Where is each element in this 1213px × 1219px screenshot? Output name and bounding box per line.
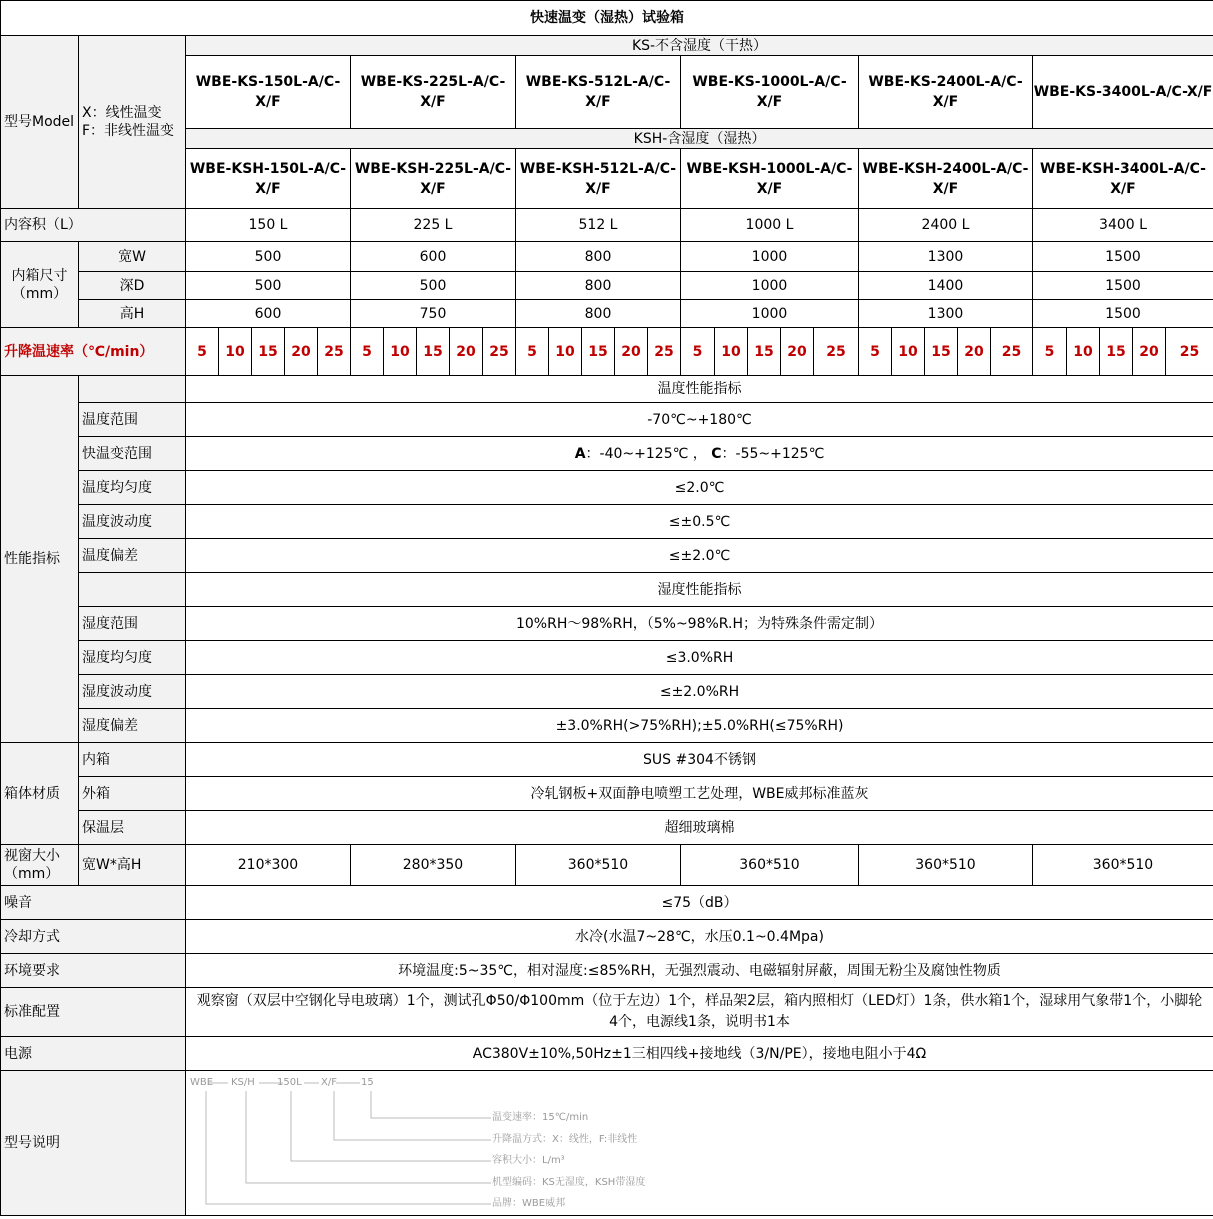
hum-header: 湿度性能指标: [186, 573, 1213, 607]
ks-model: WBE-KS-3400L-A/C-X/F: [1033, 56, 1213, 129]
volume-value: 225 L: [351, 209, 516, 242]
cooling-label: 冷却方式: [1, 920, 186, 954]
rate-value: 10: [384, 328, 417, 376]
note-volume: 容积大小：L/m³: [492, 1155, 565, 1166]
hum-row-label: 湿度均匀度: [79, 641, 186, 675]
code-volume: 150L: [277, 1077, 302, 1088]
standard-label: 标准配置: [1, 988, 186, 1037]
volume-value: 3400 L: [1033, 209, 1213, 242]
rate-value: 5: [351, 328, 384, 376]
code-rate: 15: [361, 1077, 374, 1088]
window-label: 视窗大小（mm）: [1, 845, 79, 886]
height-label: 高H: [79, 300, 186, 328]
rate-value: 25: [1166, 328, 1213, 376]
hum-row-value: 10%RH～98%RH，（5%~98%R.H；为特殊条件需定制）: [186, 607, 1213, 641]
inner-size-label: 内箱尺寸（mm）: [1, 242, 79, 328]
width-value: 1000: [681, 242, 859, 272]
rate-value: 20: [285, 328, 318, 376]
temp-row-value: ≤±2.0℃: [186, 539, 1213, 573]
depth-value: 800: [516, 272, 681, 300]
rate-value: 25: [483, 328, 516, 376]
ks-model: WBE-KS-1000L-A/C-X/F: [681, 56, 859, 129]
rate-value: 20: [958, 328, 991, 376]
temp-row-label: 温度范围: [79, 403, 186, 437]
environment-value: 环境温度:5~35℃，相对湿度:≤85%RH，无强烈震动、电磁辐射屏蔽，周围无粉尘及腐蚀性物质: [186, 954, 1213, 988]
noise-label: 噪音: [1, 886, 186, 920]
power-label: 电源: [1, 1037, 186, 1071]
range-a: ：-40~+125℃ ，: [585, 445, 707, 462]
ksh-model: WBE-KSH-1000L-A/C-X/F: [681, 149, 859, 209]
volume-value: 2400 L: [859, 209, 1033, 242]
rate-value: 5: [1033, 328, 1067, 376]
code-type: KS/H: [231, 1077, 255, 1088]
rate-value: 5: [681, 328, 715, 376]
range-c-key: C: [711, 445, 722, 462]
rate-value: 15: [252, 328, 285, 376]
leader-line: [371, 1091, 491, 1118]
material-row-value: 冷轧钢板+双面静电喷塑工艺处理，WBE威邦标准蓝灰: [186, 777, 1213, 811]
ksh-model: WBE-KSH-150L-A/C-X/F: [186, 149, 351, 209]
rate-value: 15: [1100, 328, 1133, 376]
depth-value: 1500: [1033, 272, 1213, 300]
depth-value: 1000: [681, 272, 859, 300]
temp-row-value: -70℃~+180℃: [186, 403, 1213, 437]
temp-row-label: 快温变范围: [79, 437, 186, 471]
leader-line: [334, 1091, 491, 1140]
temp-row-value: ≤±0.5℃: [186, 505, 1213, 539]
hum-row-label: 湿度范围: [79, 607, 186, 641]
height-value: 1500: [1033, 300, 1213, 328]
width-label: 宽W: [79, 242, 186, 272]
ks-header: KS-不含湿度（干热）: [186, 36, 1213, 56]
material-row-value: SUS #304不锈钢: [186, 743, 1213, 777]
performance-label: 性能指标: [1, 376, 79, 743]
rate-value: 10: [892, 328, 925, 376]
code-mode: X/F: [321, 1077, 337, 1088]
window-value: 360*510: [1033, 845, 1213, 886]
code-brand: WBE: [190, 1077, 214, 1088]
rate-value: 5: [516, 328, 549, 376]
height-value: 750: [351, 300, 516, 328]
rate-value: 25: [648, 328, 681, 376]
rate-value: 25: [991, 328, 1033, 376]
page-title: 快速温变（湿热）试验箱: [1, 1, 1213, 36]
note-type: 机型编码：KS无湿度，KSH带湿度: [492, 1177, 646, 1188]
model-legend: [79, 36, 186, 209]
hum-row-value: ≤3.0%RH: [186, 641, 1213, 675]
ksh-header: KSH-含湿度（湿热）: [186, 129, 1213, 149]
material-row-label: 内箱: [79, 743, 186, 777]
rate-value: 15: [582, 328, 615, 376]
window-value: 360*510: [681, 845, 859, 886]
depth-value: 500: [351, 272, 516, 300]
depth-value: 1400: [859, 272, 1033, 300]
volume-value: 1000 L: [681, 209, 859, 242]
rate-label: 升降温速率（℃/min）: [1, 328, 186, 376]
leader-line: [206, 1091, 491, 1204]
legend-f: F：非线性温变: [82, 123, 175, 139]
window-value: 360*510: [516, 845, 681, 886]
ksh-model: WBE-KSH-512L-A/C-X/F: [516, 149, 681, 209]
rate-value: 15: [417, 328, 450, 376]
ksh-model: WBE-KSH-2400L-A/C-X/F: [859, 149, 1033, 209]
environment-label: 环境要求: [1, 954, 186, 988]
volume-label: 内容积（L）: [1, 209, 186, 242]
height-value: 1000: [681, 300, 859, 328]
rate-value: 20: [1133, 328, 1166, 376]
rate-value: 25: [814, 328, 859, 376]
explain-label: 型号说明: [1, 1071, 186, 1216]
hum-row-label: 湿度偏差: [79, 709, 186, 743]
rate-value: 25: [318, 328, 351, 376]
depth-value: 500: [186, 272, 351, 300]
material-row-label: 保温层: [79, 811, 186, 845]
volume-value: 512 L: [516, 209, 681, 242]
explain-cell: [186, 1071, 1213, 1216]
window-value: 210*300: [186, 845, 351, 886]
note-rate: 温变速率：15℃/min: [492, 1112, 589, 1123]
height-value: 600: [186, 300, 351, 328]
note-brand: 品牌：WBE威邦: [492, 1198, 566, 1209]
range-c: ：-55~+125℃: [721, 445, 825, 462]
window-sub-label: 宽W*高H: [79, 845, 186, 886]
temp-row-label: 温度均匀度: [79, 471, 186, 505]
ksh-model: WBE-KSH-3400L-A/C-X/F: [1033, 149, 1213, 209]
range-a-key: A: [574, 445, 586, 462]
ks-model: WBE-KS-2400L-A/C-X/F: [859, 56, 1033, 129]
leader-line: [246, 1091, 491, 1183]
height-value: 800: [516, 300, 681, 328]
cooling-value: 水冷(水温7~28℃，水压0.1~0.4Mpa): [186, 920, 1213, 954]
model-code-diagram: [186, 1071, 1213, 1215]
temp-row-label: 温度波动度: [79, 505, 186, 539]
material-row-label: 外箱: [79, 777, 186, 811]
fast-range-value: [186, 437, 1213, 471]
material-row-value: 超细玻璃棉: [186, 811, 1213, 845]
hum-row-value: ±3.0%RH(>75%RH);±5.0%RH(≤75%RH): [186, 709, 1213, 743]
rate-value: 10: [549, 328, 582, 376]
rate-value: 5: [186, 328, 219, 376]
rate-value: 10: [219, 328, 252, 376]
material-label: 箱体材质: [1, 743, 79, 845]
width-value: 500: [186, 242, 351, 272]
rate-value: 10: [715, 328, 748, 376]
width-value: 600: [351, 242, 516, 272]
hum-header-blank: [79, 573, 186, 607]
model-label: 型号Model: [1, 36, 79, 209]
temp-row-label: 温度偏差: [79, 539, 186, 573]
width-value: 1300: [859, 242, 1033, 272]
window-value: 360*510: [859, 845, 1033, 886]
temp-header-blank: [79, 376, 186, 403]
hum-row-label: 湿度波动度: [79, 675, 186, 709]
rate-value: 20: [615, 328, 648, 376]
standard-value: 观察窗（双层中空钢化导电玻璃）1个，测试孔Φ50/Φ100mm（位于左边）1个，样品架2层，箱内照相灯（LED灯）1条，供水箱1个，湿球用气象带1个，小脚轮4个，电源线1条，说明书1本: [186, 988, 1213, 1037]
leader-line: [291, 1091, 491, 1161]
width-value: 1500: [1033, 242, 1213, 272]
diagram-lines: [186, 1071, 1212, 1215]
note-mode: 升降温方式：X：线性，F:非线性: [492, 1134, 638, 1145]
temp-row-value: ≤2.0℃: [186, 471, 1213, 505]
ks-model: WBE-KS-512L-A/C-X/F: [516, 56, 681, 129]
window-value: 280*350: [351, 845, 516, 886]
height-value: 1300: [859, 300, 1033, 328]
noise-value: ≤75（dB）: [186, 886, 1213, 920]
rate-value: 20: [781, 328, 814, 376]
rate-value: 15: [748, 328, 781, 376]
volume-value: 150 L: [186, 209, 351, 242]
ks-model: WBE-KS-150L-A/C-X/F: [186, 56, 351, 129]
temp-header: 温度性能指标: [186, 376, 1213, 403]
ks-model: WBE-KS-225L-A/C-X/F: [351, 56, 516, 129]
rate-value: 20: [450, 328, 483, 376]
hum-row-value: ≤±2.0%RH: [186, 675, 1213, 709]
depth-label: 深D: [79, 272, 186, 300]
rate-value: 10: [1067, 328, 1100, 376]
legend-x: X：线性温变: [82, 105, 162, 121]
power-value: AC380V±10%,50Hz±1三相四线+接地线（3/N/PE），接地电阻小于4Ω: [186, 1037, 1213, 1071]
rate-value: 15: [925, 328, 958, 376]
rate-value: 5: [859, 328, 892, 376]
width-value: 800: [516, 242, 681, 272]
ksh-model: WBE-KSH-225L-A/C-X/F: [351, 149, 516, 209]
